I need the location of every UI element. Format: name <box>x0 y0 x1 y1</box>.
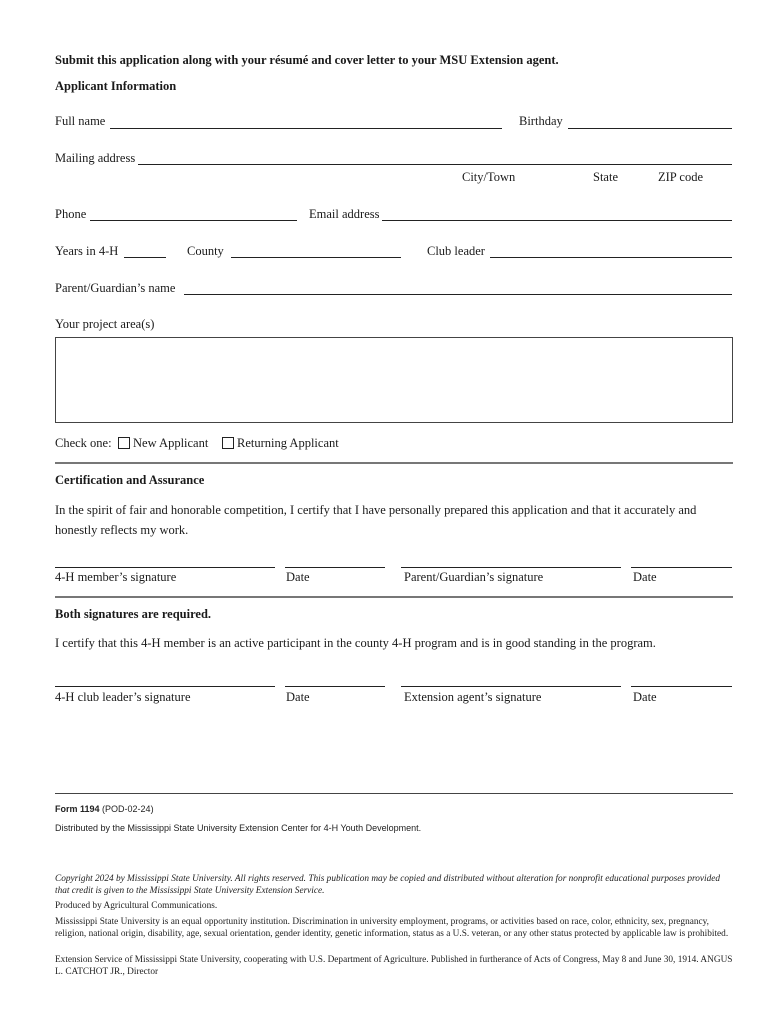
project-areas-textarea[interactable] <box>55 337 733 423</box>
club-leader-field[interactable] <box>490 257 732 258</box>
form-number-line <box>55 804 154 814</box>
certification-text: In the spirit of fair and honorable competition, I certify that I have personally prepared this application and that it accurately and honestly reflects my work. <box>55 503 697 537</box>
footer-divider <box>55 793 733 794</box>
email-label: Email address <box>309 207 380 221</box>
years-field[interactable] <box>124 257 166 258</box>
date-label: Date <box>286 570 310 584</box>
date-label: Date <box>633 690 657 704</box>
member-date-line[interactable] <box>285 567 385 568</box>
member-signature-label: 4-H member’s signature <box>55 570 177 584</box>
leader-signature-label: 4-H club leader’s signature <box>55 690 191 704</box>
member-signature-line[interactable] <box>55 567 275 568</box>
leader-signature-line[interactable] <box>55 686 275 687</box>
project-areas-label: Your project area(s) <box>55 317 155 331</box>
county-label: County <box>187 244 224 258</box>
equal-opportunity-text: Mississippi State University is an equal opportunity institution. Discrimination in university employment, programs, or activities based on race, color, ethnicity, sex, pregnancy, religion, national origin, disability, age, sexual orientation, gender identity, genetic information, status as a U.S. veteran, or any other status protected by applicable law is prohibited. <box>55 917 729 939</box>
leader-date-line[interactable] <box>285 686 385 687</box>
leader-certify-text: I certify that this 4-H member is an active participant in the county 4-H program and is in good standing in the program. <box>55 636 656 650</box>
zip-code-label: ZIP code <box>658 170 704 184</box>
city-town-label: City/Town <box>462 170 516 184</box>
years-label: Years in 4-H <box>55 244 119 258</box>
parent-name-label: Parent/Guardian’s name <box>55 281 176 295</box>
returning-applicant-label: Returning Applicant <box>237 436 339 450</box>
date-label: Date <box>286 690 310 704</box>
birthday-field[interactable] <box>568 128 732 129</box>
applicant-heading: Applicant Information <box>55 79 177 93</box>
state-label: State <box>593 170 618 184</box>
mailing-address-label: Mailing address <box>55 151 136 165</box>
email-field[interactable] <box>382 220 732 221</box>
new-applicant-checkbox[interactable] <box>118 437 130 449</box>
intro-text: Submit this application along with your résumé and cover letter to your MSU Extension agent. <box>55 53 559 67</box>
extension-text: Extension Service of Mississippi State University, cooperating with U.S. Department of Agriculture. Published in furtherance of Acts of Congress, May 8 and June 30, 1914. ANGUS L. CATCHOT JR., Director <box>55 955 733 977</box>
certification-heading: Certification and Assurance <box>55 473 205 487</box>
divider <box>55 462 733 464</box>
mailing-address-field[interactable] <box>138 164 732 165</box>
copyright-text: Copyright 2024 by Mississippi State University. All rights reserved. This publication may be copied and distributed without alteration for nonprofit educational purposes provided that credit is given to the Mississippi State University Extension Service. <box>55 874 721 896</box>
parent-signature-line[interactable] <box>401 567 621 568</box>
check-one-label: Check one: <box>55 436 112 450</box>
produced-text: Produced by Agricultural Communications. <box>55 901 218 911</box>
returning-applicant-checkbox[interactable] <box>222 437 234 449</box>
agent-signature-label: Extension agent’s signature <box>404 690 542 704</box>
form-number: Form 1194 <box>55 804 100 814</box>
parent-name-field[interactable] <box>184 294 732 295</box>
full-name-field[interactable] <box>110 128 502 129</box>
date-label: Date <box>633 570 657 584</box>
full-name-label: Full name <box>55 114 106 128</box>
birthday-label: Birthday <box>519 114 563 128</box>
distributed-text: Distributed by the Mississippi State University Extension Center for 4-H Youth Development. <box>55 823 422 833</box>
new-applicant-label: New Applicant <box>133 436 209 450</box>
parent-signature-label: Parent/Guardian’s signature <box>404 570 544 584</box>
phone-label: Phone <box>55 207 87 221</box>
agent-signature-line[interactable] <box>401 686 621 687</box>
phone-field[interactable] <box>90 220 297 221</box>
both-required-text: Both signatures are required. <box>55 607 212 621</box>
county-field[interactable] <box>231 257 401 258</box>
divider <box>55 596 733 598</box>
agent-date-line[interactable] <box>631 686 732 687</box>
form-code: (POD-02-24) <box>102 804 154 814</box>
club-leader-label: Club leader <box>427 244 485 258</box>
parent-date-line[interactable] <box>631 567 732 568</box>
